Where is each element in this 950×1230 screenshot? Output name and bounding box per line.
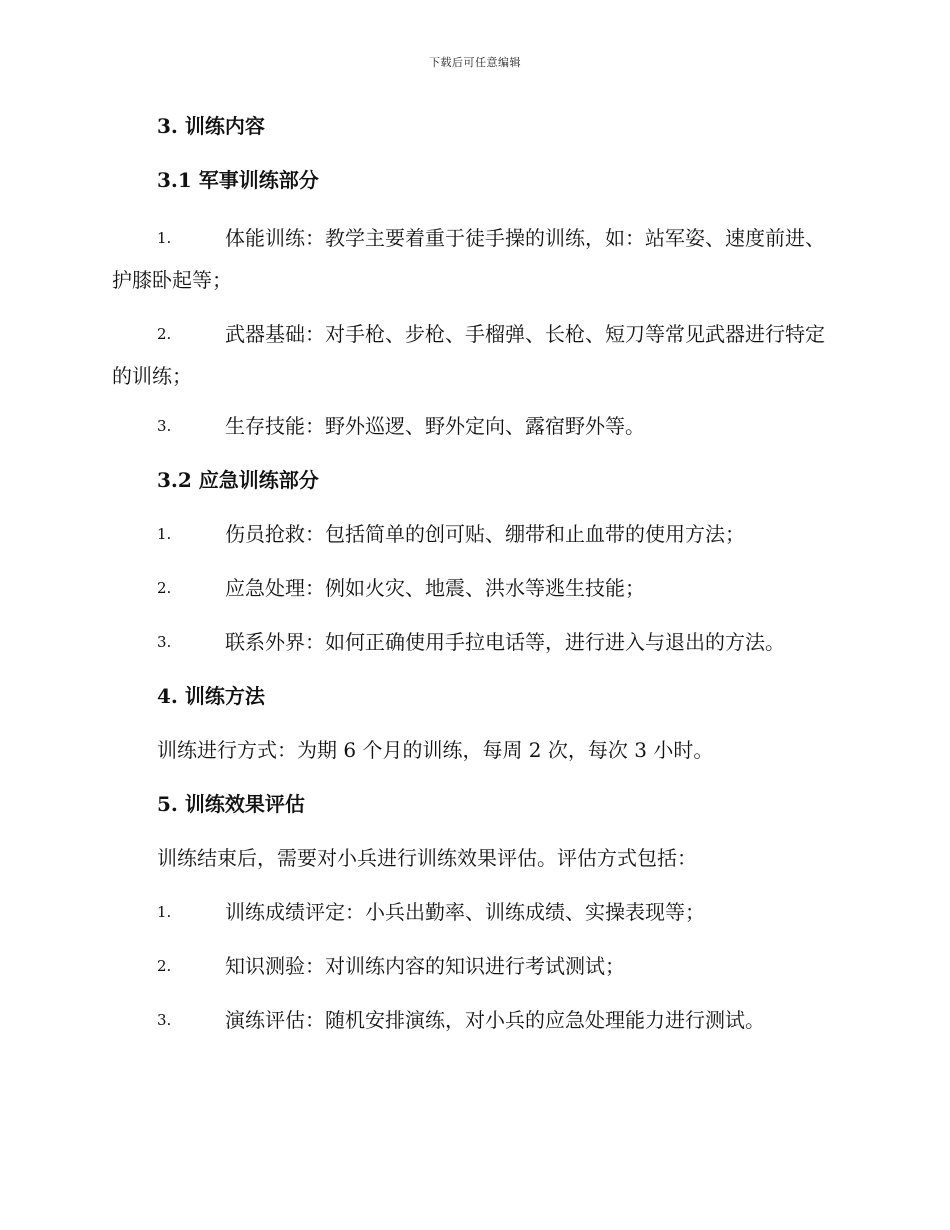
- list-item: [112, 949, 842, 983]
- list-item: [112, 517, 842, 551]
- list-item-number: 1.: [157, 229, 172, 247]
- list-item: [112, 313, 842, 397]
- list-item: [112, 625, 842, 659]
- list-item-text: 训练成绩评定：小兵出勤率、训练成绩、实操表现等；: [225, 900, 705, 924]
- list-item: [112, 217, 842, 301]
- list-item-text: 知识测验：对训练内容的知识进行考试测试；: [225, 954, 625, 978]
- list-item-number: 2.: [157, 957, 172, 975]
- list-item-text: 应急处理：例如火灾、地震、洪水等逃生技能；: [225, 576, 645, 600]
- page-header: 下载后可任意编辑: [429, 56, 521, 69]
- section-5-heading: 5. 训练效果评估: [157, 792, 305, 816]
- list-item-text: 体能训练：教学主要着重于徒手操的训练，如：站军姿、速度前进、护膝卧起等；: [112, 226, 825, 292]
- list-item: [112, 895, 842, 929]
- list-item-number: 1.: [157, 525, 172, 543]
- list-item-text: 联系外界：如何正确使用手拉电话等，进行进入与退出的方法。: [225, 630, 785, 654]
- section-4-paragraph: 训练进行方式：为期 6 个月的训练，每周 2 次，每次 3 小时。: [157, 738, 714, 762]
- list-item-text: 武器基础：对手枪、步枪、手榴弹、长枪、短刀等常见武器进行特定的训练；: [112, 322, 825, 388]
- list-item-text: 演练评估：随机安排演练，对小兵的应急处理能力进行测试。: [225, 1008, 765, 1032]
- list-item-number: 2.: [157, 325, 172, 343]
- section-4-heading: 4. 训练方法: [157, 684, 265, 708]
- document-body: [112, 109, 842, 1057]
- list-item-text: 生存技能：野外巡逻、野外定向、露宿野外等。: [225, 414, 645, 438]
- list-item: [112, 571, 842, 605]
- list-item: [112, 409, 842, 443]
- section-3-1-heading: 3.1 军事训练部分: [157, 168, 319, 192]
- list-item-number: 3.: [157, 1011, 172, 1029]
- list-item: [112, 1003, 842, 1037]
- list-item-text: 伤员抢救：包括简单的创可贴、绷带和止血带的使用方法；: [225, 522, 745, 546]
- list-item-number: 1.: [157, 903, 172, 921]
- list-item-number: 3.: [157, 633, 172, 651]
- list-item-number: 3.: [157, 417, 172, 435]
- section-3-heading: 3. 训练内容: [157, 114, 265, 138]
- section-3-2-heading: 3.2 应急训练部分: [157, 468, 319, 492]
- list-item-number: 2.: [157, 579, 172, 597]
- section-5-paragraph: 训练结束后，需要对小兵进行训练效果评估。评估方式包括：: [157, 846, 697, 870]
